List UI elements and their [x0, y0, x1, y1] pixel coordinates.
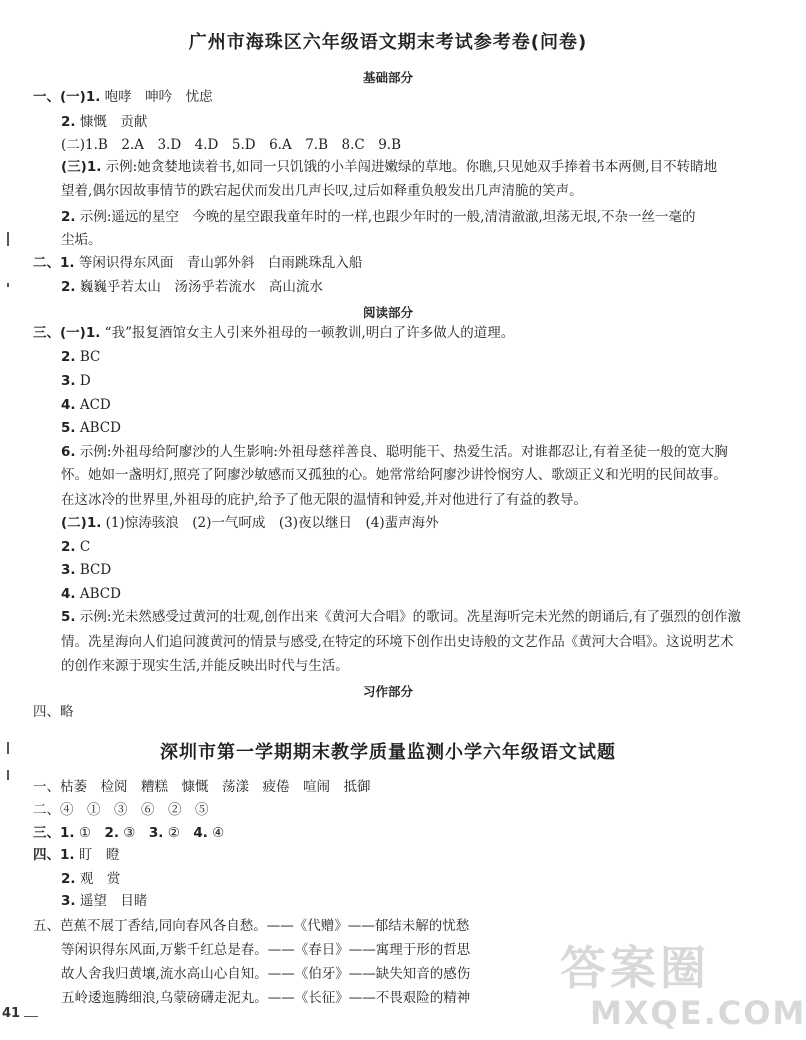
answer-line: 一、枯萎 检阅 糟糕 慷慨 荡漾 疲倦 喧闹 抵御 — [33, 779, 371, 795]
answer-line: 3. BCD — [61, 562, 112, 578]
answer-line: 6. 示例:外祖母给阿廖沙的人生影响:外祖母慈祥善良、聪明能干、热爱生活。对谁都忍让,有着圣徒一般的宽大胸 — [61, 444, 728, 460]
page-number: 41 — [2, 1006, 21, 1021]
answer-line: 在这冰冷的世界里,外祖母的庇护,给予了他无限的温情和钟爱,并对他进行了有益的教导。 — [61, 492, 587, 508]
watermark-url: MXQE.COM — [590, 994, 806, 1032]
answer-line: 三、(一)1. “我”报复酒馆女主人引来外祖母的一顿教训,明白了许多做人的道理。 — [33, 325, 515, 341]
answer-line: 2. 示例:遥远的星空 今晚的星空跟我童年时的一样,也跟少年时的一般,清清澈澈,坦荡无垠,不杂一丝一毫的 — [61, 209, 696, 225]
answer-line: 怀。她如一盏明灯,照亮了阿廖沙敏感而又孤独的心。她常常给阿廖沙讲怜悯穷人、歌颂正义和光明的民间故事。 — [61, 467, 727, 483]
margin-mark — [7, 232, 9, 246]
section-writing: 习作部分 — [362, 684, 413, 699]
answer-line: (二)1.B 2.A 3.D 4.D 5.D 6.A 7.B 8.C 9.B — [61, 137, 402, 153]
section-basic: 基础部分 — [362, 70, 413, 85]
answer-line: 的创作来源于现实生活,并能反映出时代与生活。 — [61, 658, 349, 674]
answer-line: (二)1. (1)惊涛骇浪 (2)一气呵成 (3)夜以继日 (4)蜚声海外 — [61, 515, 439, 531]
answer-line: 2. C — [61, 539, 91, 555]
watermark-text: 答案圈 — [560, 941, 710, 995]
answer-line: 2. 慷慨 贡献 — [61, 114, 148, 130]
watermark-logo — [560, 928, 806, 1036]
answer-line: 2. 巍巍乎若太山 汤汤乎若流水 高山流水 — [61, 279, 323, 295]
answer-line: 情。冼星海向人们追问渡黄河的情景与感受,在特定的环境下创作出史诗般的文艺作品《黄河大合唱》。这说明艺术 — [61, 634, 734, 650]
answer-line: 三、1. ① 2. ③ 3. ② 4. ④ — [33, 825, 225, 841]
margin-mark — [7, 283, 9, 287]
answer-line: 5. ABCD — [61, 420, 121, 436]
answer-line: 3. D — [61, 373, 91, 389]
answer-line: (三)1. 示例:她贪婪地读着书,如同一只饥饿的小羊闯进嫩绿的草地。你瞧,只见她双手捧着书本两侧,目不转睛地 — [61, 159, 718, 175]
section-reading: 阅读部分 — [362, 305, 413, 320]
answer-line: 等闲识得东风面,万紫千红总是春。——《春日》——寓理于形的哲思 — [61, 942, 471, 958]
answer-line: 望着,偶尔因故事情节的跌宕起伏而发出几声长叹,过后如释重负般发出几声清脆的笑声。 — [61, 183, 583, 199]
doc1-title: 广州市海珠区六年级语文期末考试参考卷(问卷) — [188, 32, 588, 53]
doc2-title: 深圳市第一学期期末教学质量监测小学六年级语文试题 — [160, 742, 616, 763]
margin-mark — [7, 770, 9, 780]
page-rule — [24, 1016, 38, 1017]
answer-line: 故人舍我归黄壤,流水高山心自知。——《伯牙》——缺失知音的感伤 — [61, 966, 471, 982]
answer-line: 二、④ ① ③ ⑥ ② ⑤ — [33, 802, 209, 818]
answer-line: 5. 示例:光未然感受过黄河的壮观,创作出来《黄河大合唱》的歌词。冼星海听完未光然的朗诵后,有了强烈的创作激 — [61, 609, 741, 625]
answer-line: 尘垢。 — [61, 232, 102, 248]
answer-line: 二、1. 等闲识得东风面 青山郭外斜 白雨跳珠乱入船 — [33, 255, 363, 271]
answer-line: 4. ABCD — [61, 586, 121, 602]
answer-line: 4. ACD — [61, 397, 111, 413]
answer-line: 2. 观 赏 — [61, 871, 121, 887]
answer-line: 2. BC — [61, 349, 101, 365]
answer-line: 四、1. 盯 瞪 — [33, 847, 120, 863]
answer-line: 一、(一)1. 咆哮 呻吟 忧虑 — [33, 89, 213, 105]
answer-line: 四、略 — [33, 704, 74, 720]
answer-line: 五岭逶迤腾细浪,乌蒙磅礴走泥丸。——《长征》——不畏艰险的精神 — [61, 990, 471, 1006]
answer-line: 3. 遥望 目睹 — [61, 893, 148, 909]
answer-line: 五、芭蕉不展丁香结,同向春风各自愁。——《代赠》——郁结未解的忧愁 — [33, 918, 470, 934]
